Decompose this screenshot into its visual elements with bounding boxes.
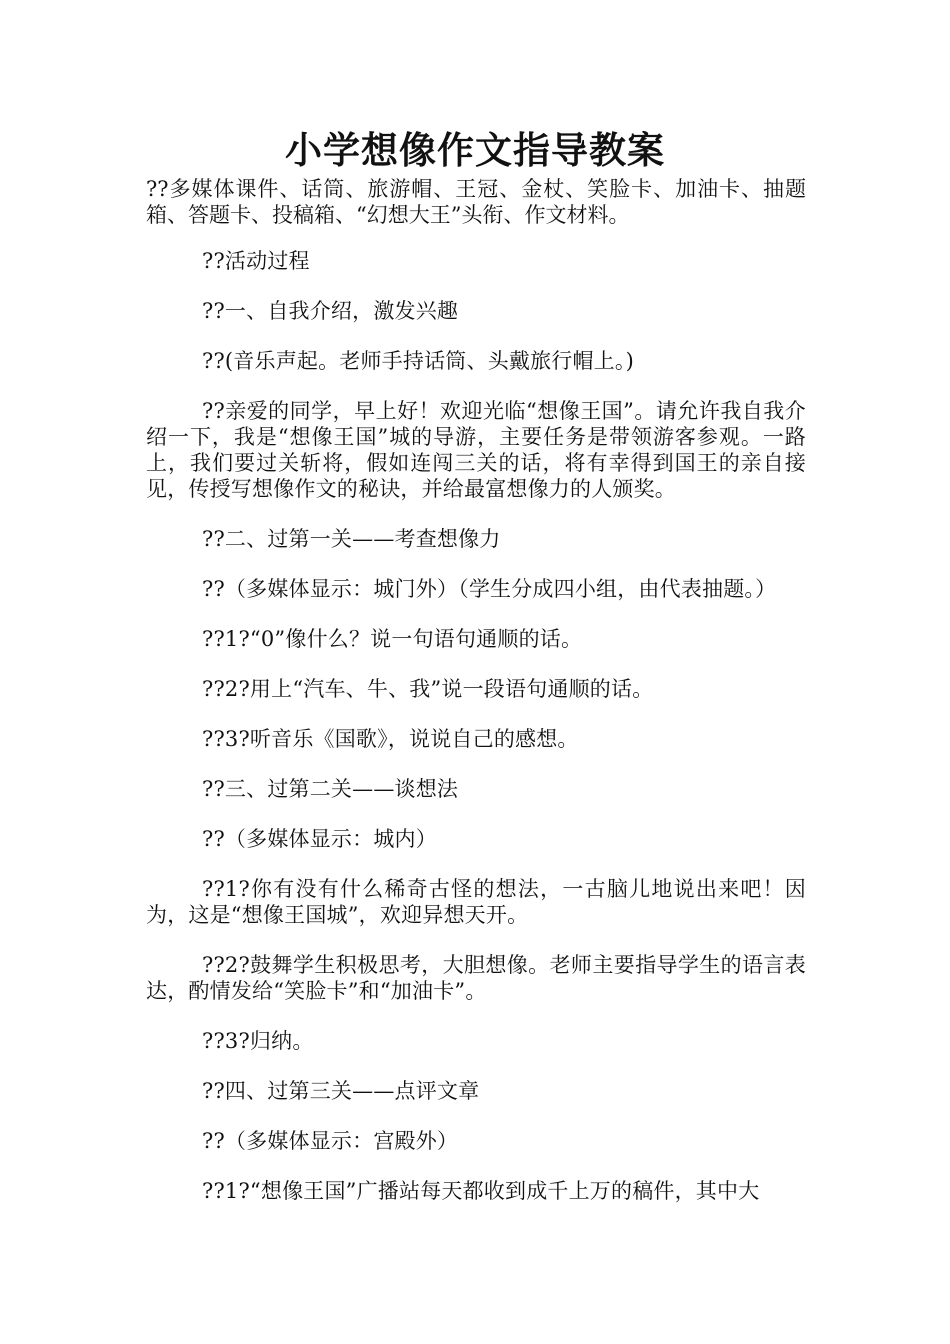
section-heading: ??一、自我介绍，激发兴趣	[202, 299, 459, 323]
body-paragraph: ??（多媒体显示：城门外）（学生分成四小组，由代表抽题。）	[202, 577, 777, 601]
list-item: ??1?“0”像什么？说一句语句通顺的话。	[202, 627, 583, 651]
materials-paragraph: ??多媒体课件、话筒、旅游帽、王冠、金杖、笑脸卡、加油卡、抽题箱、答题卡、投稿箱、“幻想大王”头衔、作文材料。	[146, 177, 806, 227]
list-item: ??1?“想像王国”广播站每天都收到成千上万的稿件，其中大	[202, 1179, 760, 1203]
body-paragraph: ??（多媒体显示：城内）	[202, 827, 437, 851]
document-title: 小学想像作文指导教案	[285, 128, 665, 172]
section-heading: ??四、过第三关——点评文章	[202, 1079, 480, 1103]
body-paragraph: ??(音乐声起。老师手持话筒、头戴旅行帽上。)	[202, 349, 635, 373]
body-paragraph: ??亲爱的同学，早上好！欢迎光临“想像王国”。请允许我自我介绍一下，我是“想像王国”城的导游，主要任务是带领游客参观。一路上，我们要过关斩将，假如连闯三关的话，将有幸得到国王的亲自接见，传授写想像作文的秘诀，并给最富想像力的人颁奖。	[146, 399, 806, 501]
list-item: ??2?用上“汽车、牛、我”说一段语句通顺的话。	[202, 677, 654, 701]
section-heading: ??活动过程	[202, 249, 310, 273]
list-item: ??2?鼓舞学生积极思考，大胆想像。老师主要指导学生的语言表达，酌情发给“笑脸卡”和“加油卡”。	[146, 953, 806, 1003]
section-heading: ??三、过第二关——谈想法	[202, 777, 459, 801]
list-item: ??1?你有没有什么稀奇古怪的想法，一古脑儿地说出来吧！因为，这是“想像王国城”，欢迎异想天开。	[146, 877, 806, 927]
list-item: ??3?听音乐《国歌》，说说自己的感想。	[202, 727, 579, 751]
body-paragraph: ??（多媒体显示：宫殿外）	[202, 1129, 459, 1153]
list-item: ??3?归纳。	[202, 1029, 314, 1053]
document-body	[146, 248, 806, 1228]
section-heading: ??二、过第一关——考查想像力	[202, 527, 501, 551]
